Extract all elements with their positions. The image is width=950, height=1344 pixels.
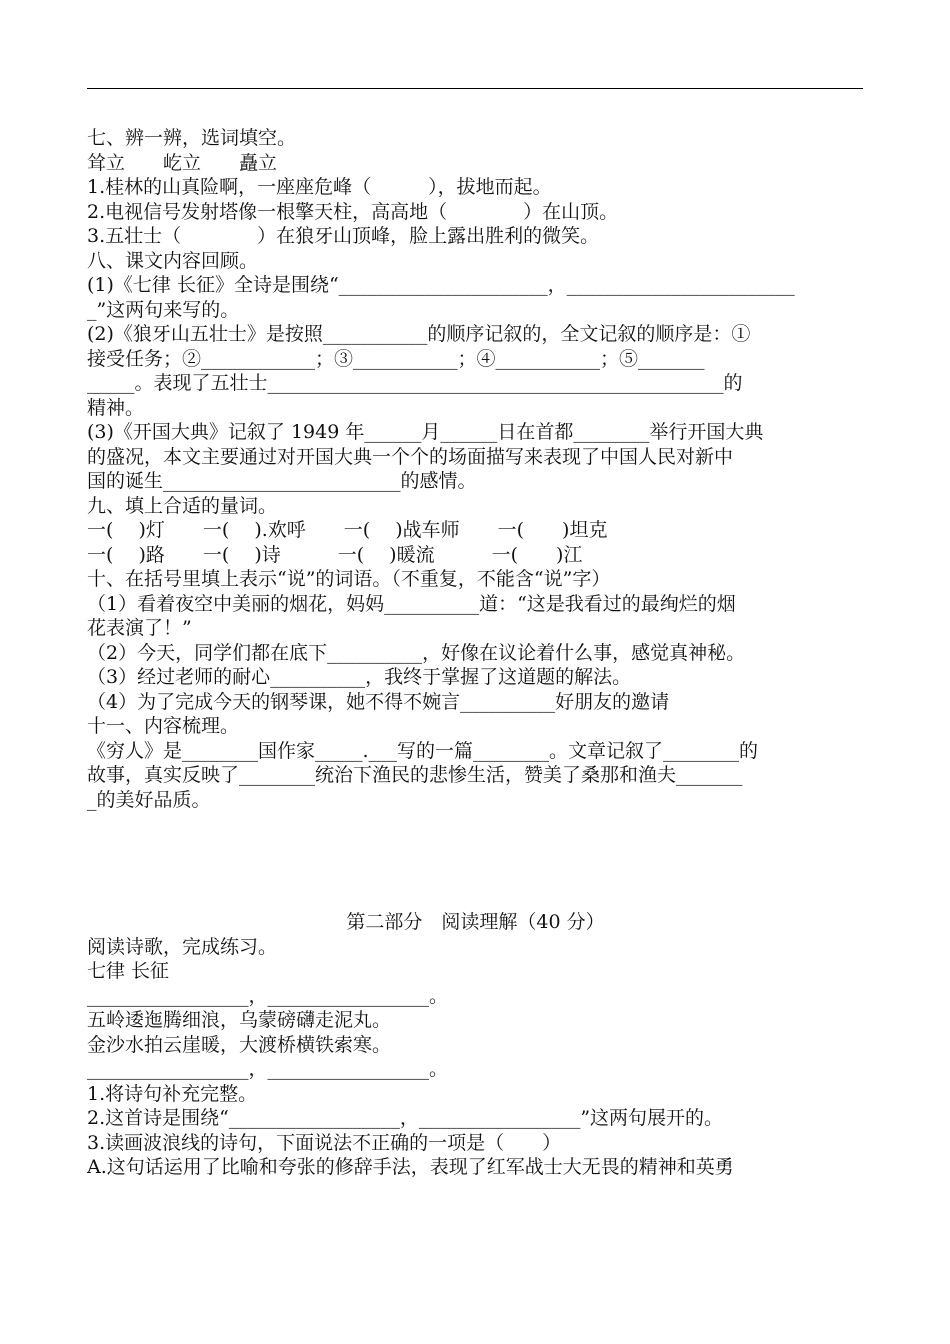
section-8-q2-line-b: 接受任务；②____________；③___________；④___________；⑤_______ <box>87 347 705 370</box>
section-8-q1-line-a: (1)《七律 长征》全诗是围绕“______________________，________________________ <box>87 274 795 296</box>
poem-line-2: 五岭逶迤腾细浪，乌蒙磅礴走泥丸。 <box>87 1009 392 1031</box>
poem-title: 七律 长征 <box>87 960 170 982</box>
section-7-question-3: 3.五壮士（ ）在狼牙山顶峰，脸上露出胜利的微笑。 <box>87 225 600 247</box>
section-11-line-1: 《穷人》是________国作家_____.___写的一篇________。文章记叙了________的 <box>87 739 759 762</box>
section-7-question-2: 2.电视信号发射塔像一根擎天柱，高高地（ ）在山顶。 <box>87 200 619 223</box>
section-8-q2-line-d: 精神。 <box>87 396 145 419</box>
reading-question-3: 3.读画波浪线的诗句，下面说法不正确的一项是（ ） <box>87 1131 562 1154</box>
section-10-q4: （4）为了完成今天的钢琴课，她不得不婉言__________好朋友的邀请 <box>87 690 670 713</box>
reading-question-1: 1.将诗句补充完整。 <box>87 1082 258 1105</box>
reading-intro: 阅读诗歌，完成练习。 <box>87 935 278 958</box>
section-8-q1-line-b: _”这两句来写的。 <box>87 298 240 321</box>
section-8-q2-line-a: (2)《狼牙山五壮士》是按照___________的顺序记叙的，全文记叙的顺序是：① <box>87 323 751 345</box>
section-11 <box>87 714 864 812</box>
section-8-q3-line-a: (3)《开国大典》记叙了 1949 年______月______日在首都________举行开国大典 <box>87 421 764 443</box>
section-11-title: 十一、内容梳理。 <box>87 715 240 737</box>
section-7-question-1: 1.桂林的山真险啊，一座座危峰（ ），拔地而起。 <box>87 176 552 198</box>
spacer <box>87 812 864 910</box>
section-10-q1-line-a: （1）看着夜空中美丽的烟花，妈妈__________道：“这是我看过的最绚烂的烟 <box>87 592 736 615</box>
section-7-word-choices: 耸立 屹立 矗立 <box>87 151 278 174</box>
part-2 <box>87 910 864 1180</box>
header-rule <box>87 88 863 89</box>
section-8 <box>87 249 864 494</box>
section-10-q3: （3）经过老师的耐心__________，我终于掌握了这道题的解法。 <box>87 666 632 688</box>
poem-blank-line-1: _________________，_________________。 <box>87 984 449 1007</box>
poem-blank-line-4: _________________，_________________。 <box>87 1058 449 1080</box>
part-2-heading: 第二部分 阅读理解（40 分） <box>346 911 605 933</box>
section-7-title: 七、辨一辨，选词填空。 <box>87 127 297 149</box>
section-9-row-2: 一( )路 一( )诗 一( )暖流 一( )江 <box>87 543 583 566</box>
reading-question-2: 2.这首诗是围绕“__________________，_________________”这两句展开的。 <box>87 1107 724 1129</box>
section-7 <box>87 126 864 249</box>
section-11-line-2: 故事，真实反映了________统治下渔民的悲惨生活，赞美了桑那和渔夫_______ <box>87 764 743 786</box>
document-body <box>87 126 864 1180</box>
section-10-q1-line-b: 花表演了！” <box>87 617 192 639</box>
section-11-line-3: _的美好品质。 <box>87 788 211 811</box>
section-9 <box>87 494 864 568</box>
section-8-q3-line-b: 的盛况，本文主要通过对开国大典一个个的场面描写来表现了中国人民对新中 <box>87 445 734 468</box>
poem-line-3: 金沙水拍云崖暖，大渡桥横铁索寒。 <box>87 1033 392 1056</box>
section-10-title: 十、在括号里填上表示“说”的词语。（不重复，不能含“说”字） <box>87 568 611 590</box>
section-8-title: 八、课文内容回顾。 <box>87 249 259 272</box>
section-9-row-1: 一( )灯 一( ).欢呼 一( )战车师 一( )坦克 <box>87 519 608 541</box>
section-10 <box>87 567 864 714</box>
section-9-title: 九、填上合适的量词。 <box>87 494 278 517</box>
reading-option-a: A.这句话运用了比喻和夸张的修辞手法，表现了红军战士大无畏的精神和英勇 <box>87 1156 734 1178</box>
section-8-q3-line-c: 国的诞生_________________________的感情。 <box>87 470 477 492</box>
section-10-q2: （2）今天，同学们都在底下__________，好像在议论着什么事，感觉真神秘。 <box>87 641 746 664</box>
section-8-q2-line-c: _____。表现了五壮士________________________________________________的 <box>87 372 743 394</box>
